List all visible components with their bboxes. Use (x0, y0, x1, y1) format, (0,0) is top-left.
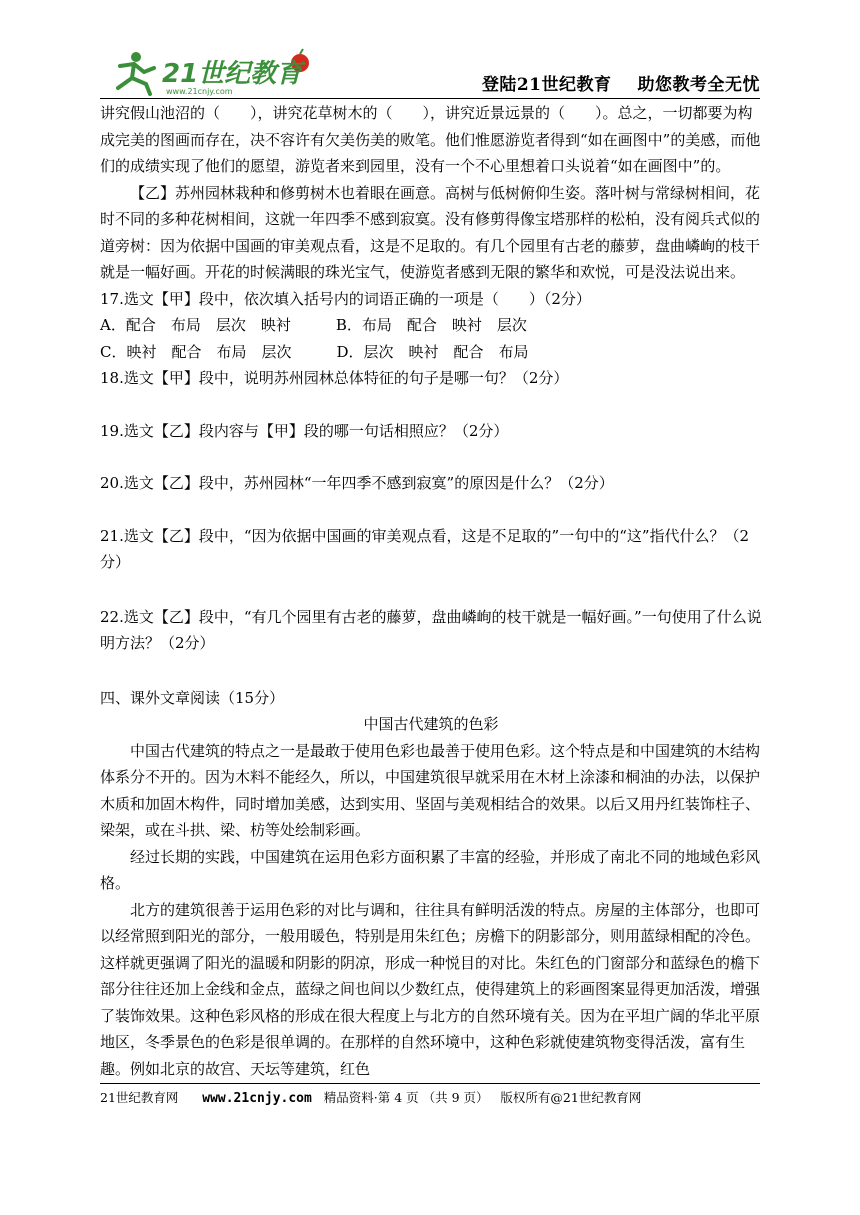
site-logo (110, 48, 310, 98)
header-slogan (456, 70, 760, 95)
question-17-options-cd: C．映衬 配合 布局 层次 D．层次 映衬 配合 布局 (100, 342, 529, 361)
question-18: 18.选文【甲】段中，说明苏州园林总体特征的句子是哪一句？（2分） (100, 369, 569, 387)
footer-site: 21世纪教育网 (100, 1090, 179, 1105)
paragraph-jia-end: 讲究假山池沼的（ ），讲究花草树木的（ ），讲究近景远景的（ ）。总之，一切都要为构成完美的图画而存在，决不容许有欠美伤美的败笔。他们惟愿游览者得到“如在画图中”的美感，而他们的成绩实现了他们的愿望，游览者来到园里，没有一个不心里想着口头说着“如在画图中”的。 (100, 104, 761, 175)
section-heading: 四、课外文章阅读（15分） (100, 688, 285, 707)
page-header (100, 48, 760, 99)
slogan-help: 助您教考全无忧 (637, 75, 760, 95)
slogan-login: 登陆21世纪教育 (481, 75, 612, 95)
question-19: 19.选文【乙】段内容与【甲】段的哪一句话相照应？（2分） (100, 421, 509, 440)
article-paragraph-3: 北方的建筑很善于运用色彩的对比与调和，往往具有鲜明活泼的特点。房屋的主体部分，也即可以经常照到阳光的部分，一般用暖色，特别是用朱红色；房檐下的阴影部分，则用蓝绿相配的冷色。这样就更强调了阳光的温暖和阴影的阴凉，形成一种悦目的对比。朱红色的门窗部分和蓝绿色的檐下部分往往还加上金线和金点，蓝绿之间也间以少数红点，使得建筑上的彩画图案显得更加活泼，增强了装饰效果。这种色彩风格的形成在很大程度上与北方的自然环境有关。因为在平坦广阔的华北平原地区，冬季景色的色彩是很单调的。在那样的自然环境中，这种色彩就使建筑物变得活泼，富有生趣。例如北京的故宫、天坛等建筑，红色 (100, 900, 761, 1078)
logo-text: 21世纪教育 (162, 59, 303, 89)
page-footer (100, 1083, 760, 1106)
logo-url: www.21cnjy.com (166, 87, 233, 96)
question-17-options-ab: A．配合 布局 层次 映衬 B．布局 配合 映衬 层次 (100, 316, 527, 334)
question-17: 17.选文【甲】段中，依次填入括号内的词语正确的一项是（ ）（2分） (100, 289, 591, 308)
document-body (100, 100, 762, 1082)
question-20: 20.选文【乙】段中，苏州园林“一年四季不感到寂寞”的原因是什么？（2分） (100, 474, 614, 492)
footer-url: www.21cnjy.com (202, 1091, 312, 1106)
paragraph-yi: 【乙】苏州园林栽种和修剪树木也着眼在画意。高树与低树俯仰生姿。落叶树与常绿树相间，花时不同的多种花树相间，这就一年四季不感到寂寞。没有修剪得像宝塔那样的松柏，没有阅兵式似的道旁树：因为依据中国画的审美观点看，这是不足取的。有几个园里有古老的藤萝，盘曲嶙峋的枝干就是一幅好画。开花的时候满眼的珠光宝气，使游览者感到无限的繁华和欢悦，可是没法说出来。 (100, 183, 761, 281)
article-title: 中国古代建筑的色彩 (363, 715, 499, 733)
footer-page-info: 精品资料·第 4 页 （共 9 页） (323, 1090, 489, 1105)
article-paragraph-1: 中国古代建筑的特点之一是最敢于使用色彩也最善于使用色彩。这个特点是和中国建筑的木结构体系分不开的。因为木料不能经久，所以，中国建筑很早就采用在木材上涂漆和桐油的办法，以保护木质和加固木构件，同时增加美感，达到实用、坚固与美观相结合的效果。以后又用丹红装饰柱子、梁架，或在斗拱、梁、枋等处绘制彩画。 (100, 741, 761, 839)
article-paragraph-2: 经过长期的实践，中国建筑在运用色彩方面积累了丰富的经验，并形成了南北不同的地域色彩风格。 (100, 847, 761, 892)
question-21: 21.选文【乙】段中，“因为依据中国画的审美观点看，这是不足取的”一句中的“这”指代什么？（2分） (100, 526, 750, 571)
question-22: 22.选文【乙】段中，“有几个园里有古老的藤萝，盘曲嶙峋的枝干就是一幅好画。”一句使用了什么说明方法？（2分） (100, 607, 762, 652)
footer-copyright: 版权所有@21世纪教育网 (500, 1090, 642, 1105)
